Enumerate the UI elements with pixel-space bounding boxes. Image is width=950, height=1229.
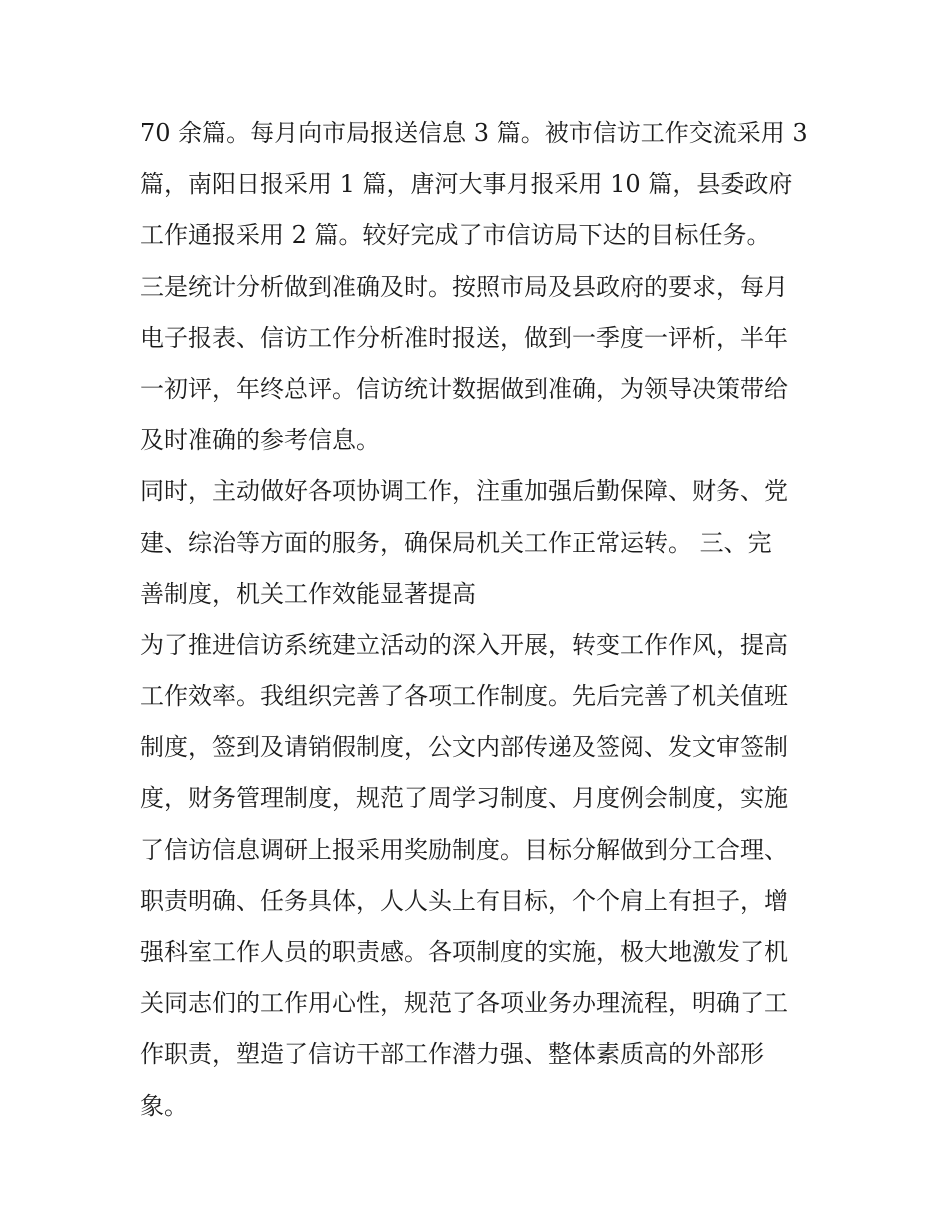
text-line-4: 三是统计分析做到准确及时。按照市局及县政府的要求，每月 [140,272,788,301]
text-line-7: 及时准确的参考信息。 [140,426,380,455]
text-line-14: 度，财务管理制度，规范了周学习制度、月度例会制度，实施 [140,784,788,813]
text-line-9: 建、综治等方面的服务，确保局机关工作正常运转。 三、完 [140,528,772,557]
text-line-5: 电子报表、信访工作分析准时报送，做到一季度一评析，半年 [140,323,788,352]
text-line-15: 了信访信息调研上报采用奖励制度。目标分解做到分工合理、 [140,835,788,864]
text-line-11: 为了推进信访系统建立活动的深入开展，转变工作作风，提高 [140,630,788,659]
document-body [140,108,820,1132]
text-line-8: 同时，主动做好各项协调工作，注重加强后勤保障、财务、党 [140,477,788,506]
text-line-13: 制度，签到及请销假制度，公文内部传递及签阅、发文审签制 [140,733,788,762]
text-line-10: 善制度，机关工作效能显著提高 [140,579,476,608]
text-line-17: 强科室工作人员的职责感。各项制度的实施，极大地激发了机 [140,938,788,966]
text-line-1: 70 余篇。每月向市局报送信息 3 篇。被市信访工作交流采用 3 [140,119,808,147]
text-line-18: 关同志们的工作用心性，规范了各项业务办理流程，明确了工 [140,989,788,1018]
text-line-20: 象。 [140,1091,188,1120]
text-line-19: 作职责，塑造了信访干部工作潜力强、整体素质高的外部形 [140,1040,764,1069]
text-line-16: 职责明确、任务具体，人人头上有目标，个个肩上有担子，增 [140,886,788,915]
text-line-12: 工作效率。我组织完善了各项工作制度。先后完善了机关值班 [140,682,788,711]
text-line-2: 篇，南阳日报采用 1 篇，唐河大事月报采用 10 篇，县委政府 [140,170,793,199]
text-line-6: 一初评，年终总评。信访统计数据做到准确，为领导决策带给 [140,374,788,403]
text-line-3: 工作通报采用 2 篇。较好完成了市信访局下达的目标任务。 [140,221,771,250]
